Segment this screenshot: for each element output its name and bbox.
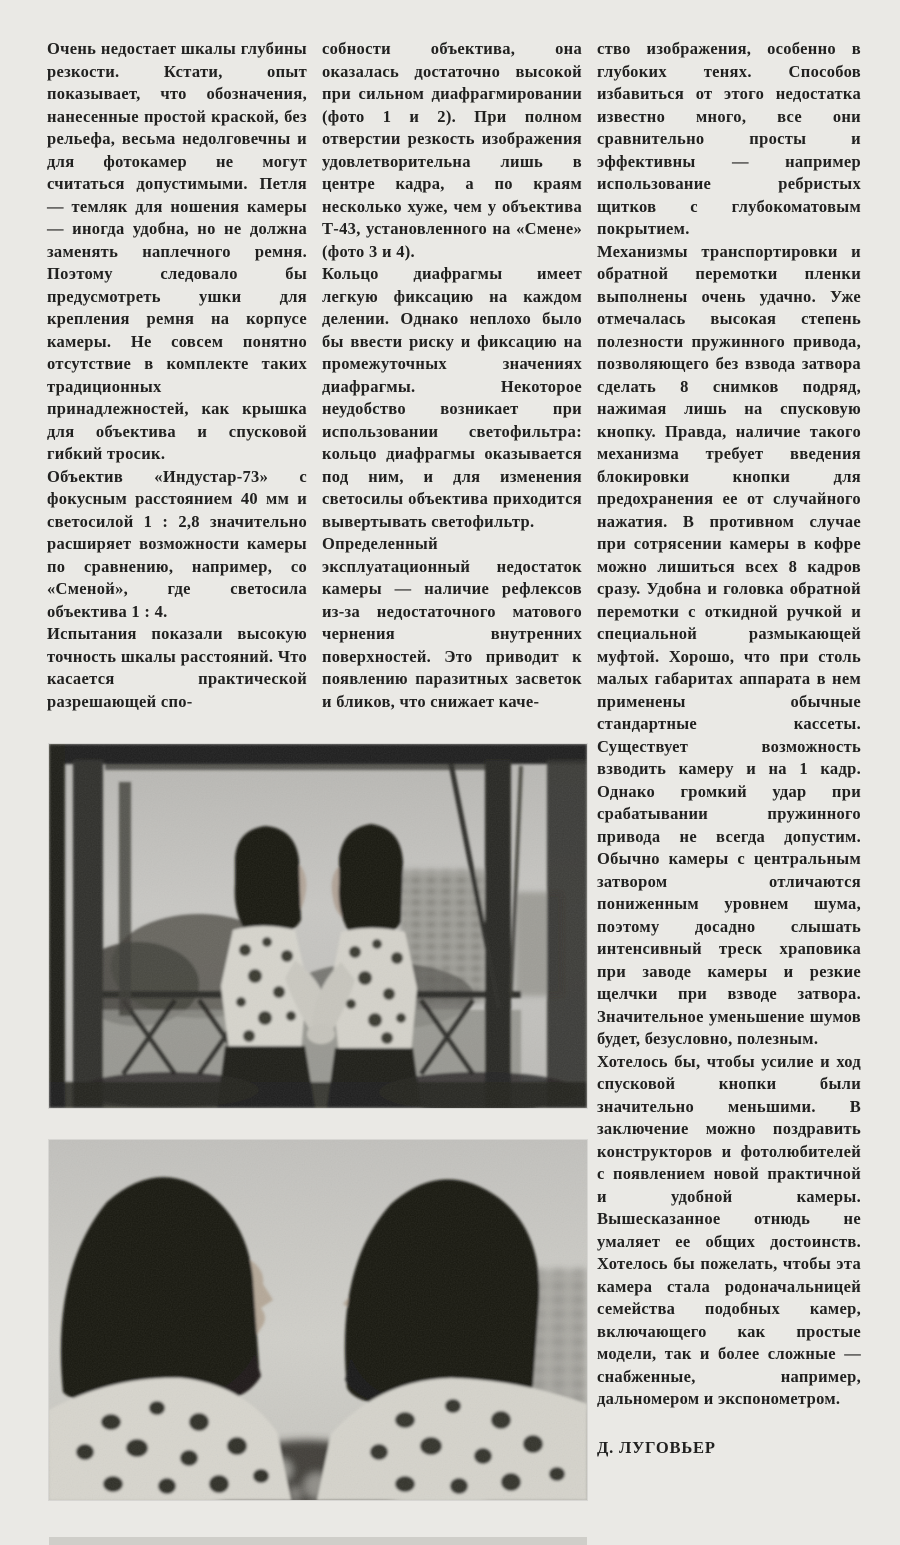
profiles-photo-image — [49, 1140, 587, 1500]
paragraph: Объектив «Индустар-73» с фокусным расстоянием 40 мм и светосилой 1 : 2,8 значительно расширяет возможности камеры по сравнению, например, со «Сменой», где светосила объектива 1 : 4. — [47, 466, 307, 621]
paragraph: Очень недостает шкалы глубины резкости. Кстати, опыт показывает, что обозначения, нанесенные простой краской, без рельефа, весьма недолговечны и для фотокамер не могут считаться допустимыми. Петля — темляк для ношения камеры — иногда удобна, но не должна заменять наплечного ремня. Поэтому следовало бы предусмотреть ушки для крепления ремня на корпусе камеры. Не совсем понятно отсутствие в комплекте таких традиционных принадлежностей, как крышка для объектива и спусковой гибкий тросик. — [47, 39, 307, 463]
author-byline: Д. ЛУГОВЬЕР — [597, 1437, 716, 1457]
paragraph: Испытания показали высокую точность шкалы расстояний. Что касается практической разрешающей спо- — [47, 624, 307, 711]
paragraph: ство изображения, особенно в глубоких тенях. Способов избавиться от этого недостатка известно много, все они сравнительно просты и эффективны — например использование ребристых щитков с глубокоматовым покрытием. — [597, 39, 861, 238]
text-column-1 — [47, 38, 307, 713]
paragraph: Кольцо диафрагмы имеет легкую фиксацию на каждом делении. Однако неплохо было бы ввести риску и фиксацию на промежуточных значениях диафрагмы. Некоторое неудобство возникает при использовании светофильтра: кольцо диафрагмы оказывается под ним, и для изменения светосилы объектива приходится вывертывать светофильтр. — [322, 264, 582, 531]
paragraph: собности объектива, она оказалась достаточно высокой при сильном диафрагмировании (фото 1 и 2). При полном отверстии резкость изображения удовлетворительна лишь в центре кадра, а по краям несколько хуже, чем у объектива Т-43, установленного на «Смене» (фото 3 и 4). — [322, 39, 582, 261]
photo-2-girls-profile-closeup — [49, 1140, 587, 1500]
paragraph: Механизмы транспортировки и обратной перемотки пленки выполнены очень удачно. Уже отмечалась высокая степень полезности пружинного привода, позволяющего без взвода затвора сделать 8 снимков подряд, нажимая лишь на спусковую кнопку. Правда, наличие такого механизма требует введения блокировки кнопки для предохранения ее от случайного нажатия. В противном случае при сотрясении камеры в кофре можно лишиться всех 8 кадров сразу. Удобна и головка обратной перемотки с откидной ручкой и специальной размыкающей муфтой. Хорошо, что при столь малых габаритах аппарата в нем применены обычные стандартные кассеты. Существует возможность взводить камеру и на 1 кадр. Однако громкий удар при срабатывании пружинного привода не всегда допустим. Обычно камеры с центральным затвором отличаются пониженным уровнем шума, поэтому досадно слышать интенсивный треск храповика при заводе камеры и резкие щелчки при взводе затвора. Значительное уменьшение шумов будет, безусловно, полезным. — [597, 241, 861, 1048]
text-column-3 — [597, 38, 861, 1459]
balcony-photo-image — [49, 744, 587, 1108]
paragraph: Определенный эксплуатационный недостаток камеры — наличие рефлексов из-за недостаточного матового чернения внутренних поверхностей. Это приводит к появлению паразитных засветок и бликов, что снижает каче- — [322, 534, 582, 711]
cropped-photo-edge — [49, 1537, 587, 1545]
text-column-2 — [322, 38, 582, 713]
paragraph: Хотелось бы, чтобы усилие и ход спусковой кнопки были значительно меньшими. В заключение можно поздравить конструкторов и фотолюбителей с появлением новой практичной и удобной камеры. Вышесказанное отнюдь не умаляет ее общих достоинств. Хотелось бы пожелать, чтобы эта камера стала родоначальницей семейства подобных камер, включающего как простые модели, так и более сложные — снабженные, например, дальномером и экспонометром. — [597, 1051, 861, 1408]
photo-1-girls-on-balcony — [49, 744, 587, 1108]
